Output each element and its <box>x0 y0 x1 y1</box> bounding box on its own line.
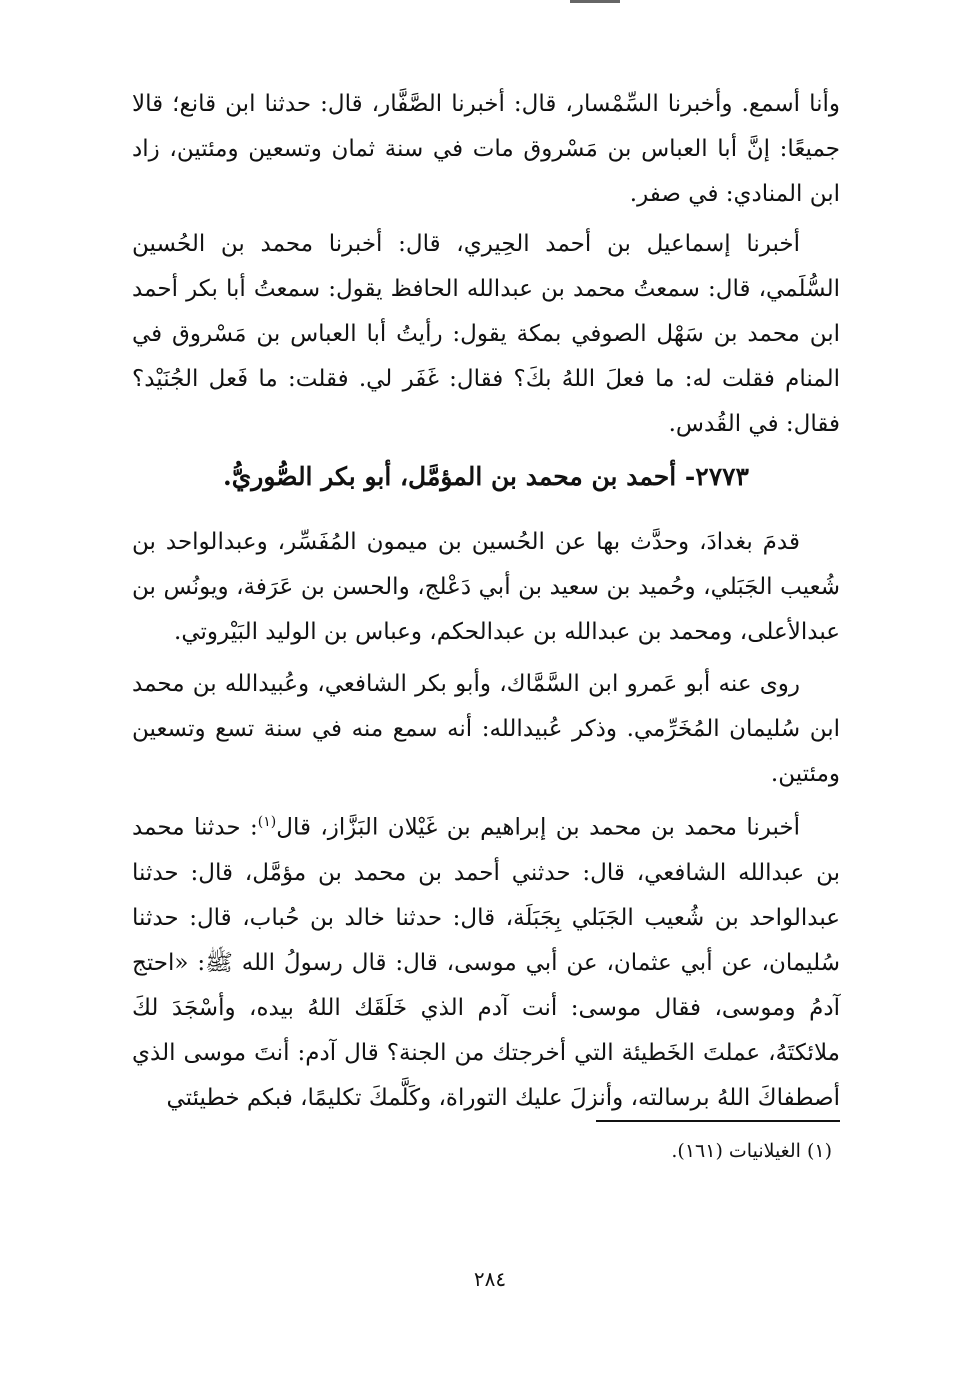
footnote-divider <box>596 1120 840 1122</box>
page-number: ٢٨٤ <box>473 1267 507 1291</box>
paragraph-2-text: أخبرنا إسماعيل بن أحمد الحِيري، قال: أخبرنا محمد بن الحُسين السُّلَمي، قال: سمعتُ محمد بن عبدالله الحافظ يقول: سمعتُ أبا بكر أحمد ابن محمد بن سَهْل الصوفي بمكة يقول: رأيتُ أبا العباس بن مَسْروق في المنام فقلت له: ما فعلَ اللهُ بكَ؟ فقال: غَفَر لي. فقلت: ما فَعل الجُنَيْد؟ فقال: في القُدس. <box>132 231 840 437</box>
paragraph-1-text: وأنا أسمع. وأخبرنا السِّمْسار، قال: أخبرنا الصَّفَّار، قال: حدثنا ابن قانع؛ قالا جميعًا: إنَّ أبا العباس بن مَسْروق مات في سنة ثمان وتسعين ومئتين، زاد ابن المنادي: في صفر. <box>132 91 840 207</box>
paragraph-1 <box>132 82 840 217</box>
footnote-reference: (١) <box>257 814 277 830</box>
paragraph-5-text <box>132 800 840 1121</box>
top-edge-mark <box>570 0 620 3</box>
paragraph-3 <box>132 520 840 655</box>
paragraph-4 <box>132 662 840 797</box>
paragraph-4-text: روى عنه أبو عَمرو ابن السَّمَّاك، وأبو بكر الشافعي، وعُبيدالله بن محمد ابن سُليمان المُخَرِّمي. وذكر عُبيدالله: أنه سمع منه في سنة تسع وتسعين ومئتين. <box>132 671 840 787</box>
paragraph-5 <box>132 800 840 1121</box>
entry-heading: ٢٧٧٣- أحمد بن محمد بن المؤمَّل، أبو بكر الصُّوريُّ. <box>223 462 749 491</box>
footnote: (١) الغيلانيات (١٦١). <box>671 1140 832 1162</box>
paragraph-3-text: قدمَ بغدادَ، وحدَّث بها عن الحُسين بن ميمون المُفَسِّر، وعبدالواحد بن شُعيب الجَبَلي، وحُميد بن سعيد بن أبي دَعْلج، والحسن بن عَرَفة، ويونُس بن عبدالأعلى، ومحمد بن عبدالله بن عبدالحكم، وعباس بن الوليد البَيْروتي. <box>132 529 840 645</box>
paragraph-2 <box>132 222 840 447</box>
paragraph-5-part-2: : حدثنا محمد بن عبدالله الشافعي، قال: حدثني أحمد بن محمد بن مؤمَّل، قال: حدثنا عبدالواحد بن شُعيب الجَبَلي بِجَبَلَة، قال: حدثنا خالد بن حُباب، قال: حدثنا سُليمان، عن أبي عثمان، عن أبي موسى، قال: قال رسولُ الله ﷺ: «احتج آدمُ وموسى، فقال موسى: أنت آدم الذي خَلَقَك اللهُ بيده، وأسْجَدَ لكَ ملائكتَهُ، عملتَ الخَطيئة التي أخرجتك من الجنة؟ قال آدم: أنتَ موسى الذي أصطفاكَ اللهُ برسالته، وأنزلَ عليك التوراة، وكَلَّمكَ تكليمًا، فبكم خطيئتي <box>132 814 840 1111</box>
paragraph-5-part-1: أخبرنا محمد بن محمد بن إبراهيم بن غَيْلان البَزَّاز، قال <box>276 814 800 841</box>
